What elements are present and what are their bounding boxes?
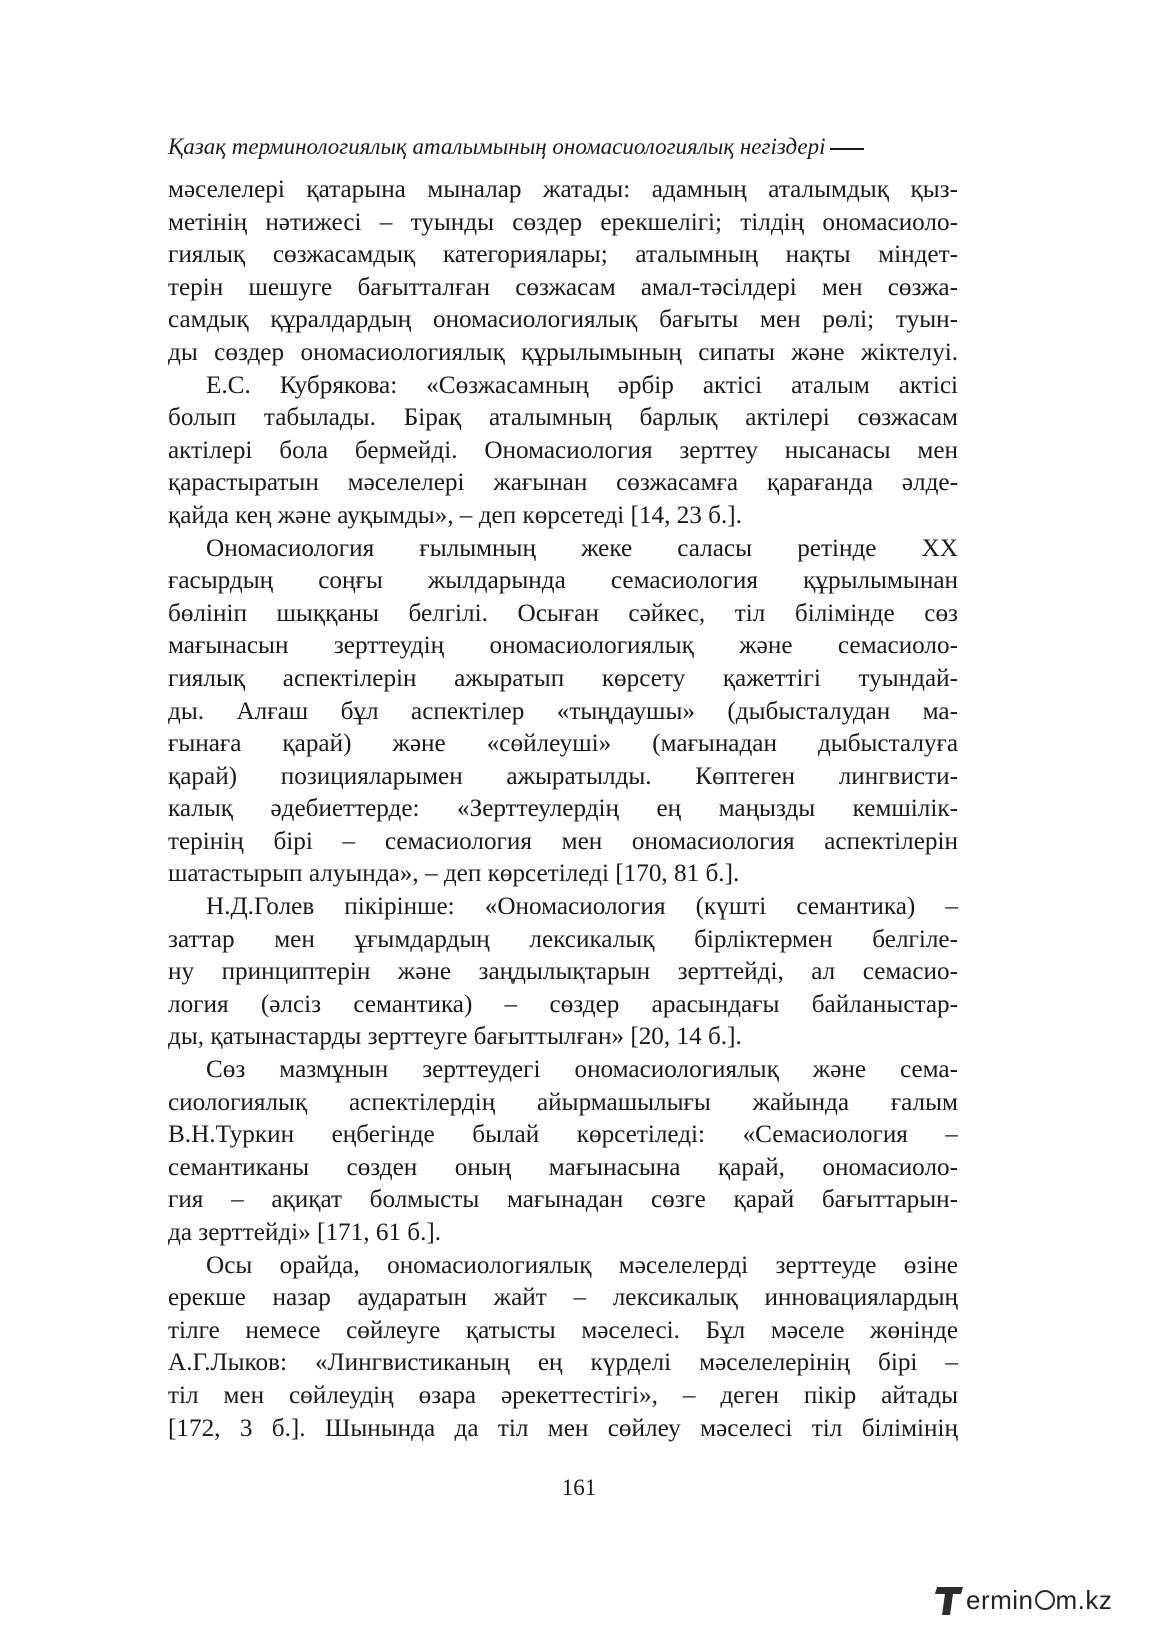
text-line: терін шешуге бағытталған сөзжасам амал-тәсілдері мен сөзжа- [168,273,958,301]
text-line: калық әдебиеттерде: «Зерттеулердің ең маңызды кемшілік- [168,795,958,823]
text-line: А.Г.Лыков: «Лингвистиканың ең күрделі мәселелерінің бірі – [168,1349,958,1377]
text-line: мәселелері қатарына мыналар жатады: адамның аталымдық қыз- [168,176,958,203]
watermark-t-logo-icon [936,1583,964,1617]
text-line: семантиканы сөзден оның мағынасына қарай, ономасиоло- [168,1153,958,1181]
text-line: сиологиялық аспектілердің айырмашылығы жайында ғалым [168,1088,958,1116]
text-line: [172, 3 б.]. Шынында да тіл мен сөйлеу мәселесі тіл білімінің [168,1414,958,1442]
watermark-o-circle-icon [1035,1590,1055,1610]
text-line: гиялық аспектілерін ажыратып көрсету қажеттігі туындай- [168,664,958,692]
text-line: заттар мен ұғымдардың лексикалық бірліктермен белгіле- [168,925,958,953]
text-line: самдық құралдардың ономасиологиялық бағыты мен рөлі; туын- [168,306,958,334]
text-line: логия (әлсіз семантика) – сөздер арасындағы байланыстар- [168,990,958,1018]
text-line: тіл мен сөйлеудің өзара әрекеттестігі», – деген пікір айтады [168,1381,958,1409]
text-line: Сөз мазмұнын зерттеудегі ономасиологиялық және сема- [206,1056,958,1084]
text-line: актілері бола бермейді. Ономасиология зерттеу нысанасы мен [168,436,958,464]
text-line: мағынасын зерттеудің ономасиологиялық және семасиоло- [168,632,958,660]
text-line: ды сөздер ономасиологиялық құрылымының сипаты және жіктелуі. [168,338,958,366]
text-line: қайда кең және ауқымды», – деп көрсетеді [14, 23 б.]. [168,501,742,529]
text-line: терінің бірі – семасиология мен ономасиология аспектілерін [168,827,958,855]
text-line: Ономасиология ғылымның жеке саласы ретінде XX [206,534,958,562]
text-line: метінің нәтижесі – туынды сөздер ерекшелігі; тілдің ономасиоло- [168,208,958,236]
text-line: Осы орайда, ономасиологиялық мәселелерді зерттеуде өзіне [206,1251,958,1279]
text-line: Н.Д.Голев пікірінше: «Ономасиология (күшті семантика) – [206,893,958,921]
text-line: ғынаға қарай) және «сөйлеуші» (мағынадан дыбысталуға [168,730,958,758]
text-line: Е.С. Кубрякова: «Сөзжасамның әрбір актісі аталым актісі [206,371,958,399]
watermark-text-part1: ermin [966,1584,1034,1615]
running-title: Қазақ терминологиялық аталымының ономасиологиялық негіздері [168,134,826,159]
text-line: қарастыратын мәселелері жағынан сөзжасамға қарағанда әлде- [168,469,958,497]
text-line: бөлініп шыққаны белгілі. Осыған сәйкес, тіл білімінде сөз [168,599,958,627]
text-line: ды, қатынастарды зерттеуге бағыттылған» [20, 14 б.]. [168,1023,742,1051]
text-line: ерекше назар аударатын жайт – лексикалық инновациялардың [168,1284,958,1312]
text-line: ды. Алғаш бұл аспектілер «тыңдаушы» (дыбысталудан ма- [168,697,958,725]
termincom-watermark [936,1580,1136,1620]
text-line: тілге немесе сөйлеуге қатысты мәселесі. Бұл мәселе жөнінде [168,1316,958,1344]
running-header [168,132,958,162]
body-text [168,174,958,1445]
text-line: гия – ақиқат болмысты мағынадан сөзге қарай бағыттарын- [168,1186,958,1214]
text-line: қарай) позицияларымен ажыратылды. Көптеген лингвисти- [168,762,958,790]
text-line: да зерттейді» [171, 61 б.]. [168,1219,442,1246]
text-line: гиялық сөзжасамдық категориялары; аталымның нақты міндет- [168,241,958,269]
page-number: 161 [561,1475,597,1500]
header-dash [830,148,864,150]
text-line: болып табылады. Бірақ аталымның барлық актілері сөзжасам [168,404,958,432]
text-line: шатастырып алуында», – деп көрсетіледі [170, 81 б.]. [168,860,740,888]
text-line: В.Н.Туркин еңбегінде былай көрсетіледі: «Семасиология – [168,1121,958,1149]
text-line: ну принциптерін және заңдылықтарын зерттейді, ал семасио- [168,958,958,986]
text-line: ғасырдың соңғы жылдарында семасиология құрылымынан [168,567,958,595]
watermark-text-part2: m.kz [1055,1584,1113,1615]
